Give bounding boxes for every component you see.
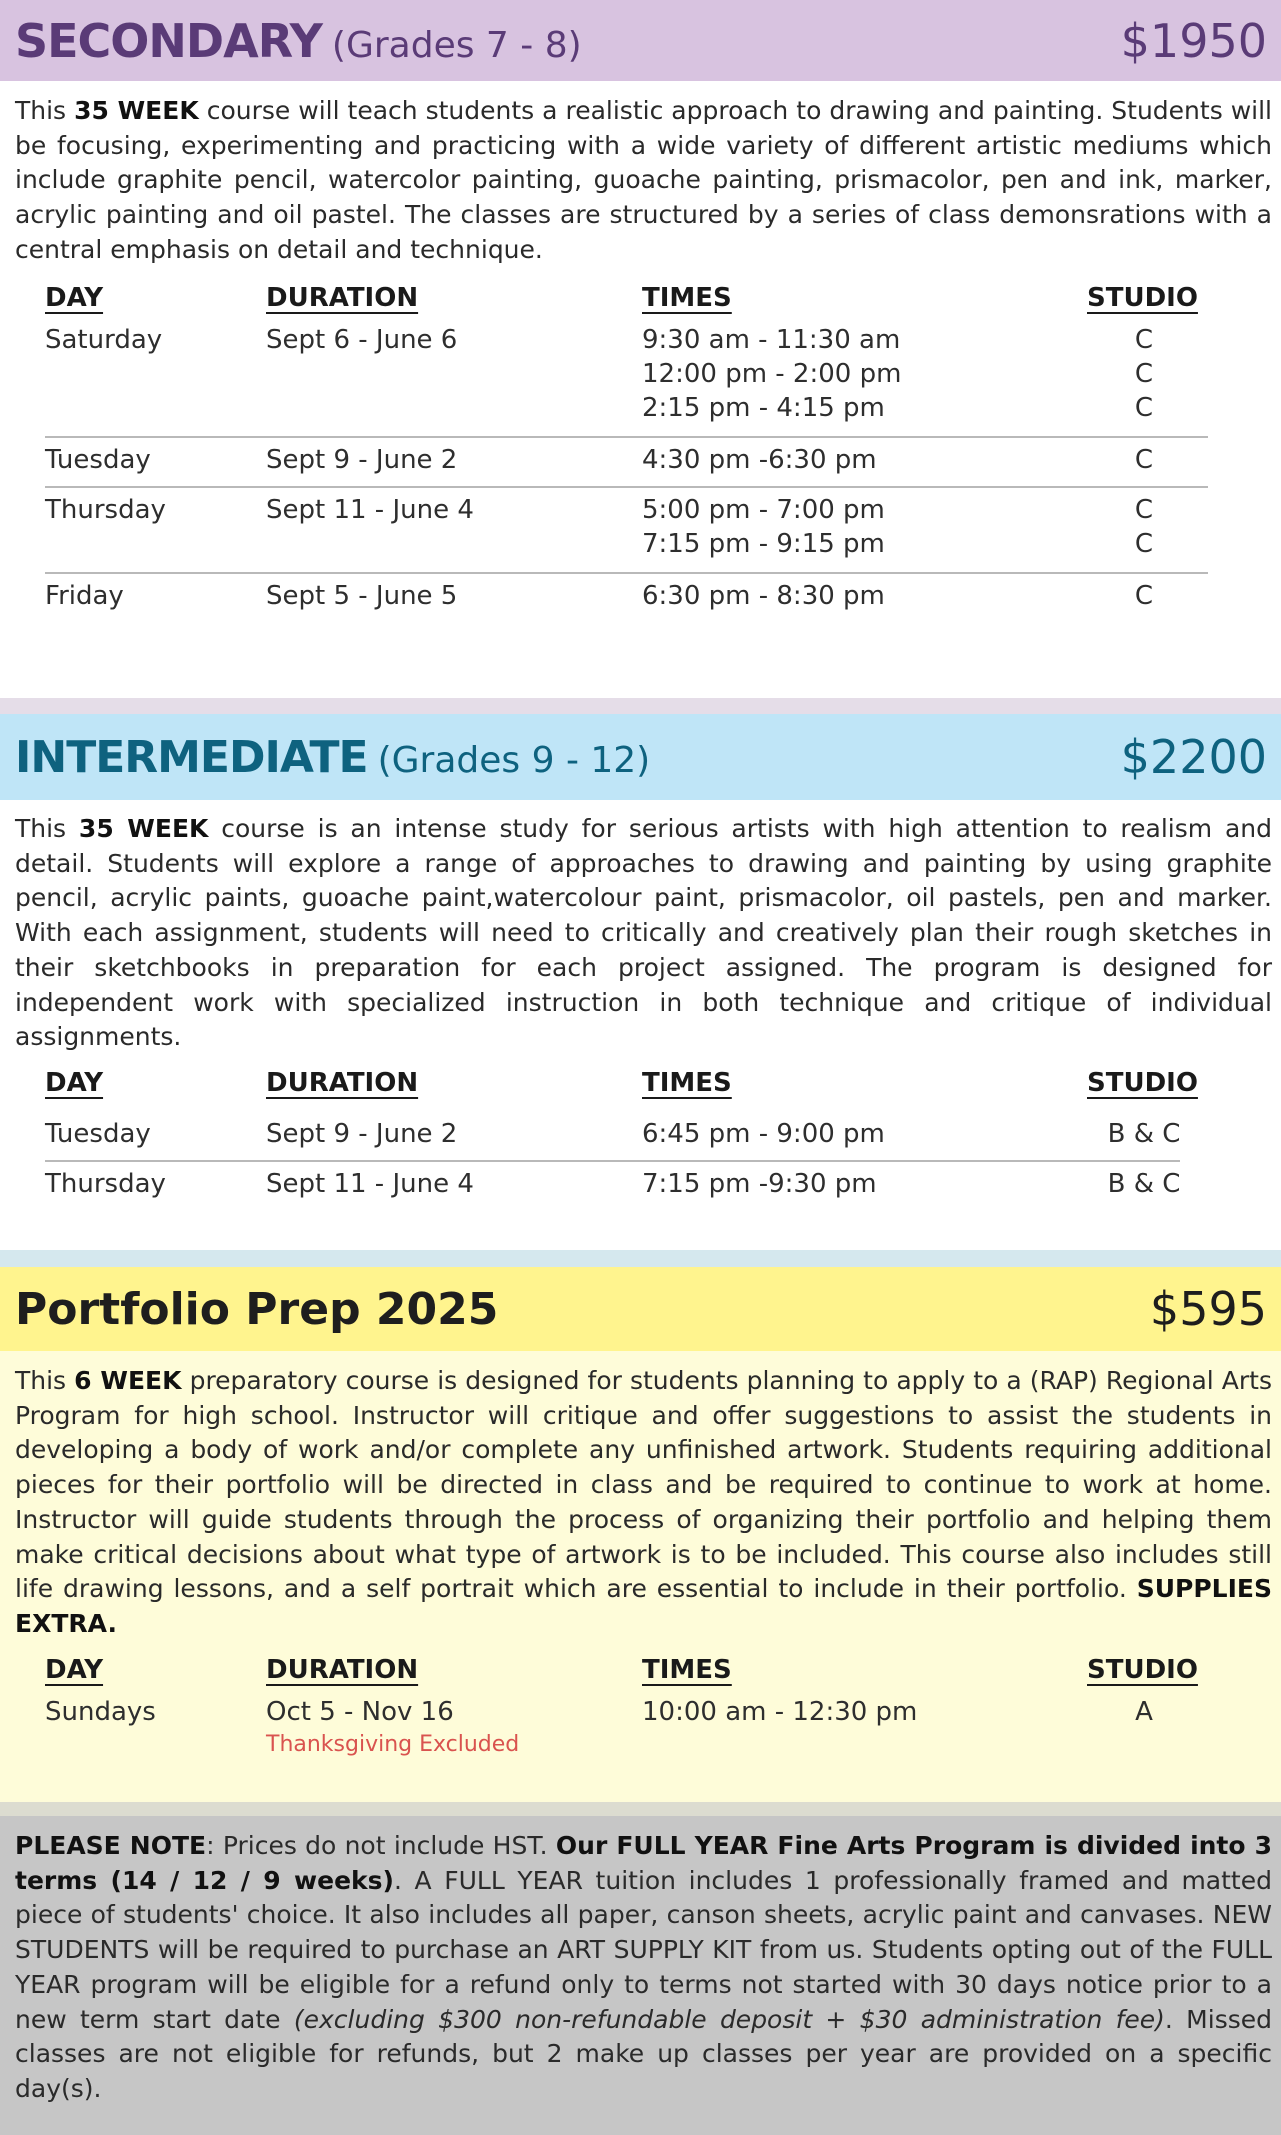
intermediate-title-group bbox=[15, 732, 650, 783]
row-duration: Sept 9 - June 2 bbox=[266, 1119, 458, 1149]
desc-weeks: 6 WEEK bbox=[74, 1366, 182, 1395]
row-duration: Sept 5 - June 5 bbox=[266, 581, 458, 611]
section-divider bbox=[0, 698, 1281, 714]
portfolio-header bbox=[0, 1267, 1281, 1351]
row-duration: Oct 5 - Nov 16 bbox=[266, 1697, 454, 1727]
col-duration: DURATION bbox=[266, 1068, 419, 1098]
secondary-title: SECONDARY bbox=[15, 13, 322, 68]
please-note-text bbox=[15, 1829, 1272, 2107]
row-studio: C bbox=[1134, 445, 1154, 475]
row-day: Saturday bbox=[45, 325, 163, 355]
row-divider bbox=[45, 1160, 1180, 1162]
col-studio: STUDIO bbox=[1087, 1068, 1198, 1098]
intermediate-title: INTERMEDIATE bbox=[15, 731, 368, 783]
portfolio-price: $595 bbox=[1149, 1282, 1267, 1336]
col-studio: STUDIO bbox=[1087, 283, 1198, 313]
row-time: 9:30 am - 11:30 am bbox=[642, 325, 901, 355]
row-divider bbox=[45, 572, 1208, 574]
note-deposit: (excluding $300 non-refundable deposit + $30 administration fee) bbox=[293, 2004, 1165, 2034]
col-duration: DURATION bbox=[266, 1655, 419, 1685]
row-studio: B & C bbox=[1107, 1169, 1181, 1199]
row-time: 2:15 pm - 4:15 pm bbox=[642, 393, 885, 423]
desc-weeks: 35 WEEK bbox=[74, 96, 199, 125]
secondary-description bbox=[15, 94, 1272, 268]
intermediate-grades: (Grades 9 - 12) bbox=[377, 739, 651, 781]
row-time: 10:00 am - 12:30 pm bbox=[642, 1697, 918, 1727]
section-divider bbox=[0, 1250, 1281, 1267]
row-time: 7:15 pm -9:30 pm bbox=[642, 1169, 877, 1199]
desc-text: course will teach students a realistic approach to drawing and painting. Students will be focusing, experimenting and practicing with a wide variety of different artistic mediums which include graphite pencil, watercolor painting, guoache painting, prismacolor, pen and ink, marker, acrylic painting and oil pastel. The classes are structured by a series of class demonsrations with a central emphasis on detail and technique. bbox=[15, 96, 1272, 264]
row-time: 6:30 pm - 8:30 pm bbox=[642, 581, 885, 611]
note-label: PLEASE NOTE bbox=[15, 1831, 207, 1860]
col-day: DAY bbox=[45, 1655, 104, 1685]
intermediate-header bbox=[0, 714, 1281, 800]
row-day: Tuesday bbox=[45, 1119, 151, 1149]
row-day: Tuesday bbox=[45, 445, 151, 475]
secondary-header bbox=[0, 0, 1281, 81]
row-day: Thursday bbox=[45, 495, 166, 525]
portfolio-title: Portfolio Prep 2025 bbox=[15, 1283, 499, 1335]
row-time: 12:00 pm - 2:00 pm bbox=[642, 359, 902, 389]
secondary-grades: (Grades 7 - 8) bbox=[331, 24, 582, 66]
row-studio: C bbox=[1134, 325, 1154, 355]
intermediate-price: $2200 bbox=[1120, 730, 1267, 784]
row-studio: B & C bbox=[1107, 1119, 1181, 1149]
desc-lead: This bbox=[15, 96, 67, 125]
row-divider bbox=[45, 486, 1208, 488]
note-text: . A FULL YEAR tuition includes 1 professionally framed and matted piece of students' choice. It also includes all paper, canson sheets, acrylic paint and canvases. NEW STUDENTS will be required to purchase an ART SUPPLY KIT from us. Students opting out of the FULL YEAR program will be eligible for a refund only to terms not started with 30 days notice prior to a new term start date bbox=[15, 1865, 1272, 2034]
note-terms: Our FULL YEAR Fine Arts Program is divided into 3 terms (14 / 12 / 9 weeks) bbox=[15, 1831, 1272, 1895]
col-day: DAY bbox=[45, 1068, 104, 1098]
col-studio: STUDIO bbox=[1087, 1655, 1198, 1685]
row-time: 7:15 pm - 9:15 pm bbox=[642, 529, 885, 559]
desc-lead: This bbox=[15, 1366, 67, 1395]
desc-lead: This bbox=[15, 814, 67, 843]
intermediate-description bbox=[15, 812, 1272, 1055]
supplies-extra: SUPPLIES EXTRA. bbox=[15, 1574, 1272, 1638]
desc-weeks: 35 WEEK bbox=[78, 814, 209, 843]
row-studio: C bbox=[1134, 359, 1154, 389]
col-day: DAY bbox=[45, 283, 104, 313]
section-divider bbox=[0, 1802, 1281, 1816]
desc-text: preparatory course is designed for students planning to apply to a (RAP) Regional Arts Program for high school. Instructor will critique and offer suggestions to assist the students in developing a body of work and/or complete any unfinished artwork. Students requiring additional pieces for their portfolio will be directed in class and be required to continue to work at home. Instructor will guide students through the process of organizing their portfolio and helping them make critical decisions about what type of artwork is to be included. This course also includes still life drawing lessons, and a self portrait which are essential to include in their portfolio. bbox=[15, 1366, 1272, 1604]
row-duration: Sept 9 - June 2 bbox=[266, 445, 458, 475]
row-day: Friday bbox=[45, 581, 124, 611]
secondary-price: $1950 bbox=[1120, 13, 1267, 68]
desc-text: course is an intense study for serious artists with high attention to realism and detail. Students will explore a range of approaches to drawing and painting by using graphite pencil, acrylic paints, guoache paint,watercolour paint, prismacolor, oil pastels, pen and marker. With each assignment, students will need to critically and creatively plan their rough sketches in their sketchbooks in preparation for each project assigned. The program is designed for independent work with specialized instruction in both technique and critique of individual assignments. bbox=[15, 814, 1272, 1052]
col-duration: DURATION bbox=[266, 283, 419, 313]
row-duration: Sept 11 - June 4 bbox=[266, 495, 474, 525]
row-duration: Sept 11 - June 4 bbox=[266, 1169, 474, 1199]
row-time: 6:45 pm - 9:00 pm bbox=[642, 1119, 885, 1149]
note-text: . Missed classes are not eligible for refunds, but 2 make up classes per year are provided on a specific day(s). bbox=[15, 2004, 1272, 2103]
secondary-title-group bbox=[15, 14, 582, 68]
col-times: TIMES bbox=[642, 283, 732, 313]
row-studio: C bbox=[1134, 495, 1154, 525]
col-times: TIMES bbox=[642, 1655, 732, 1685]
row-day: Sundays bbox=[45, 1697, 156, 1727]
row-time: 4:30 pm -6:30 pm bbox=[642, 445, 877, 475]
row-studio: A bbox=[1135, 1697, 1153, 1727]
row-time: 5:00 pm - 7:00 pm bbox=[642, 495, 885, 525]
portfolio-description bbox=[15, 1364, 1272, 1642]
row-studio: C bbox=[1134, 529, 1154, 559]
thanksgiving-note: Thanksgiving Excluded bbox=[266, 1732, 520, 1757]
row-duration: Sept 6 - June 6 bbox=[266, 325, 458, 355]
row-divider bbox=[45, 436, 1208, 438]
col-times: TIMES bbox=[642, 1068, 732, 1098]
row-day: Thursday bbox=[45, 1169, 166, 1199]
row-studio: C bbox=[1134, 581, 1154, 611]
note-text: : Prices do not include HST. bbox=[206, 1831, 548, 1860]
row-studio: C bbox=[1134, 393, 1154, 423]
